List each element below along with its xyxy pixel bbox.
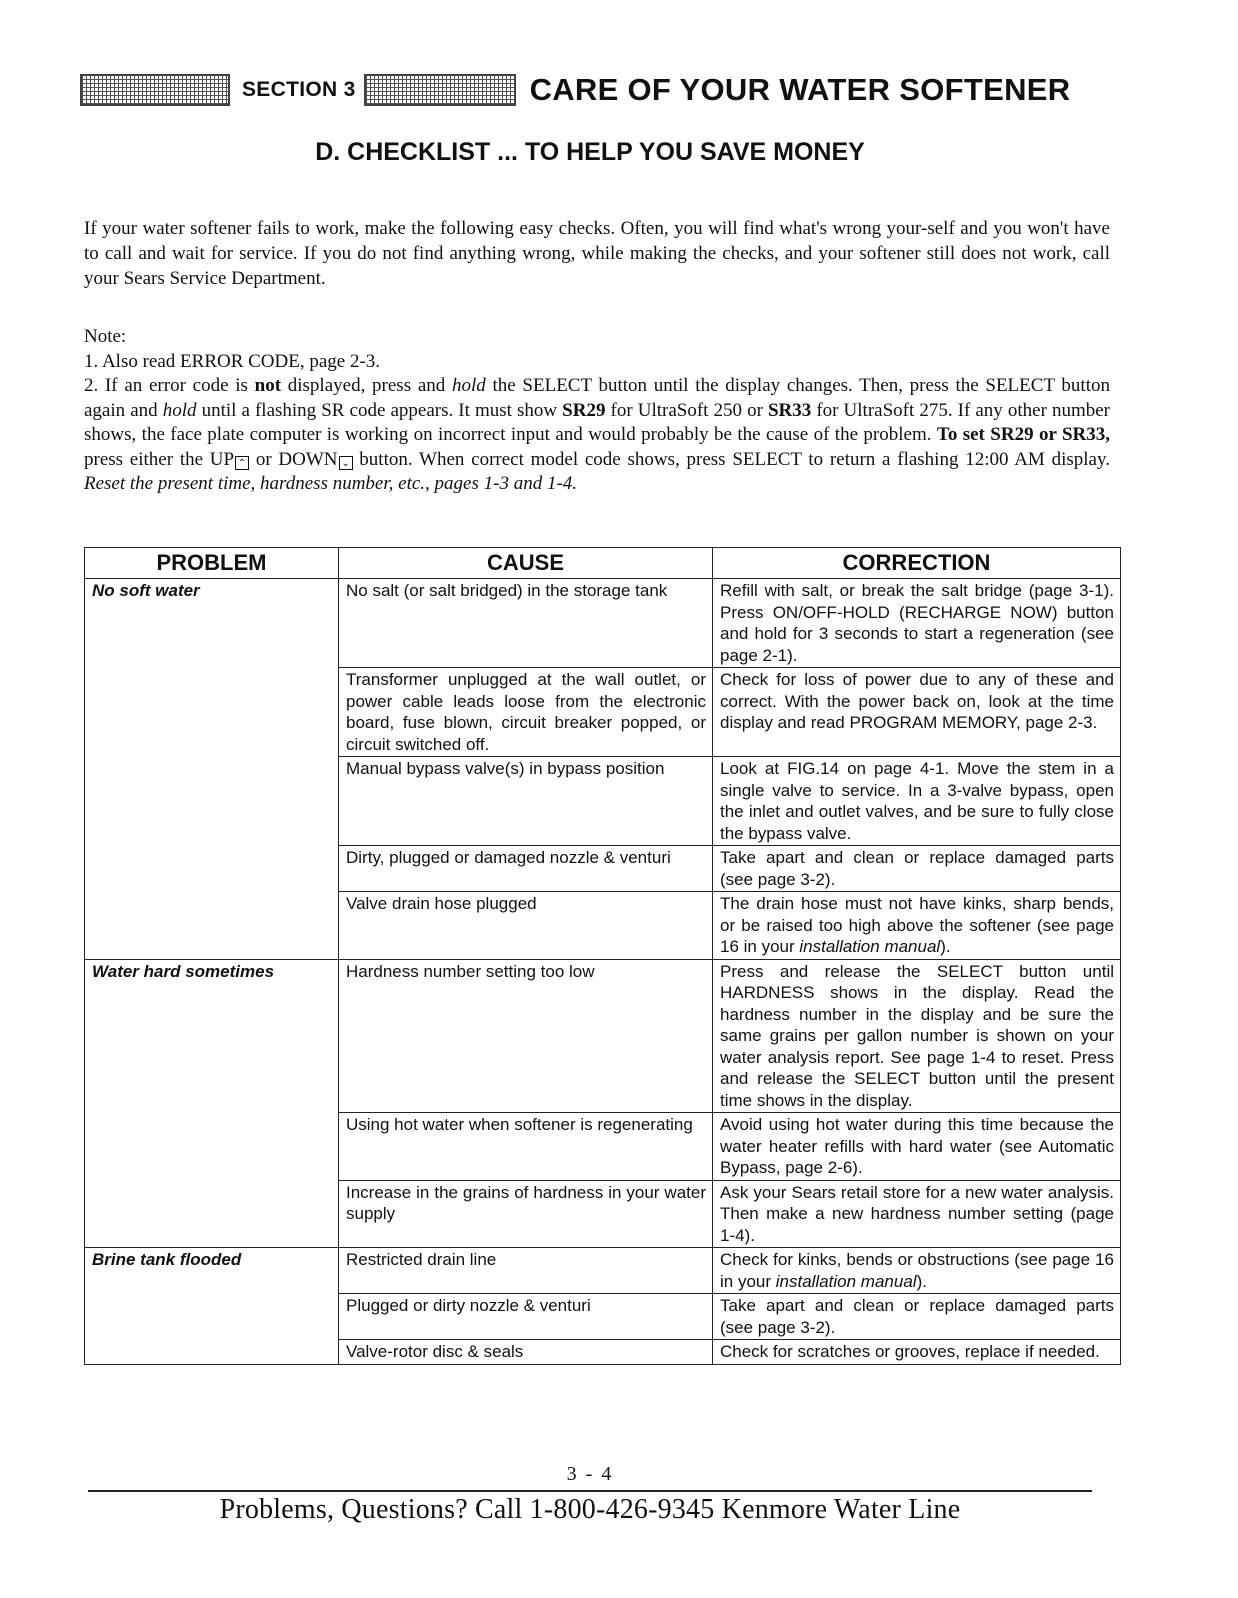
problem-cell: Brine tank flooded — [85, 1248, 339, 1294]
cause-cell: Transformer unplugged at the wall outlet, or power cable leads loose from the electronic board, fuse blown, circuit breaker popped, or circuit switched off. — [339, 668, 713, 757]
problem-cell-empty — [85, 757, 339, 846]
note-item-2 — [84, 374, 1110, 497]
cause-cell: Dirty, plugged or damaged nozzle & venturi — [339, 846, 713, 892]
correction-text: ). — [940, 937, 951, 956]
correction-manual-ref: installation manual — [799, 937, 941, 956]
problem-cell-empty — [85, 1294, 339, 1340]
note-emphasis: hold — [451, 375, 486, 396]
model-code-sr33: SR33 — [767, 399, 812, 421]
cause-cell: Plugged or dirty nozzle & venturi — [339, 1294, 713, 1340]
section-header — [80, 68, 1120, 112]
correction-text: Check for kinks, bends or obstructions (see page 16 in your — [720, 1250, 1114, 1291]
note-emphasis: not — [254, 375, 282, 396]
problem-cell-empty — [85, 1113, 339, 1181]
problem-cell-empty — [85, 846, 339, 892]
table-row — [85, 1248, 1121, 1294]
correction-cell: Take apart and clean or replace damaged parts (see page 3-2). — [713, 1294, 1121, 1340]
cause-cell: Manual bypass valve(s) in bypass position — [339, 757, 713, 846]
cause-cell: Valve-rotor disc & seals — [339, 1340, 713, 1365]
header-cause: CAUSE — [339, 548, 713, 579]
correction-cell: Ask your Sears retail store for a new water analysis. Then make a new hardness number setting (page 1-4). — [713, 1180, 1121, 1248]
troubleshooting-table-wrap — [84, 547, 1120, 1365]
footer-text: Problems, Questions? Call 1-800-426-9345 Kenmore Water Line — [219, 1494, 961, 1525]
table-row — [85, 892, 1121, 960]
note-text: press either the UP — [84, 448, 235, 470]
note-text: for UltraSoft 275. If any other number shows, the face plate computer is working on incorrect input and would probably be the cause of the problem. — [84, 399, 1111, 445]
table-row — [85, 1294, 1121, 1340]
page-number: 3 - 4 — [566, 1463, 614, 1485]
decorative-pattern-block — [364, 74, 516, 106]
problem-cell-empty — [85, 1180, 339, 1248]
problem-cell: No soft water — [85, 579, 339, 668]
note-text: until a flashing SR code appears. It must show — [196, 399, 563, 421]
correction-cell: Refill with salt, or break the salt bridge (page 3-1). Press ON/OFF-HOLD (RECHARGE NOW) button and hold for 3 seconds to start a regeneration (see page 2-1). — [713, 579, 1121, 668]
note-text: 2. If an error code is — [84, 375, 255, 396]
table-row — [85, 1113, 1121, 1181]
intro-paragraph: If your water softener fails to work, make the following easy checks. Often, you will find what's wrong your-self and you won't have to call and wait for service. If you do not find anything wrong, while making the checks, and your softener still does not work, call your Sears Service Department. — [84, 218, 1110, 289]
correction-cell: Check for loss of power due to any of these and correct. With the power back on, look at the time display and read PROGRAM MEMORY, page 2-3. — [713, 668, 1121, 757]
footer-divider — [88, 1490, 1092, 1492]
note-text: for UltraSoft 250 or — [605, 399, 768, 421]
table-row — [85, 1340, 1121, 1365]
note-text: button. When correct model code shows, press SELECT to return a flashing 12:00 AM display. — [352, 448, 1110, 470]
up-arrow-icon: ⌃ — [235, 456, 249, 470]
problem-cell-empty — [85, 892, 339, 960]
correction-cell: Check for scratches or grooves, replace if needed. — [713, 1340, 1121, 1365]
note-text: or DOWN — [249, 448, 338, 470]
table-row — [85, 668, 1121, 757]
page-subtitle: D. CHECKLIST ... TO HELP YOU SAVE MONEY — [315, 138, 865, 166]
correction-cell: Avoid using hot water during this time because the water heater refills with hard water (see Automatic Bypass, page 2-6). — [713, 1113, 1121, 1181]
note-text: displayed, press and — [281, 375, 452, 396]
note-reset-reference: Reset the present time, hardness number, etc., pages 1-3 and 1-4. — [84, 473, 578, 494]
correction-cell: Take apart and clean or replace damaged parts (see page 3-2). — [713, 846, 1121, 892]
table-row — [85, 579, 1121, 668]
note-text: the SELECT button until the display changes. Then, press the SELECT button again and — [84, 375, 1110, 421]
correction-text: ). — [916, 1271, 927, 1291]
correction-manual-ref: installation manual — [775, 1271, 917, 1291]
table-row — [85, 757, 1121, 846]
problem-cell-empty — [85, 1340, 339, 1365]
model-code-sr29: SR29 — [562, 399, 606, 421]
note-emphasis: To set SR29 or SR33, — [936, 424, 1110, 445]
cause-cell: Increase in the grains of hardness in your water supply — [339, 1180, 713, 1248]
notes-heading: Note: — [84, 326, 127, 347]
table-row — [85, 1180, 1121, 1248]
correction-text: The drain hose must not have kinks, sharp bends, or be raised too high above the softener (see page 16 in your — [720, 894, 1114, 956]
table-header-row — [85, 548, 1121, 579]
cause-cell: No salt (or salt bridged) in the storage tank — [339, 579, 713, 668]
correction-cell — [713, 892, 1121, 960]
decorative-pattern-block — [80, 74, 230, 106]
section-title: CARE OF YOUR WATER SOFTENER — [529, 72, 1071, 107]
cause-cell: Restricted drain line — [339, 1248, 713, 1294]
correction-cell: Press and release the SELECT button until HARDNESS shows in the display. Read the hardness number in the display and be sure the same grains per gallon number is shown on your water analysis report. See page 1-4 to reset. Press and release the SELECT button until the present time shows in the display. — [713, 959, 1121, 1113]
note-emphasis: hold — [162, 399, 197, 421]
problem-cell: Water hard sometimes — [85, 959, 339, 1113]
correction-cell — [713, 1248, 1121, 1294]
cause-cell: Using hot water when softener is regenerating — [339, 1113, 713, 1181]
cause-cell: Hardness number setting too low — [339, 959, 713, 1113]
header-correction: CORRECTION — [713, 548, 1121, 579]
section-label: SECTION 3 — [242, 78, 356, 101]
table-row — [85, 846, 1121, 892]
correction-cell: Look at FIG.14 on page 4-1. Move the stem in a single valve to service. In a 3-valve bypass, open the inlet and outlet valves, and be sure to fully close the bypass valve. — [713, 757, 1121, 846]
table-row — [85, 959, 1121, 1113]
cause-cell: Valve drain hose plugged — [339, 892, 713, 960]
troubleshooting-table — [84, 547, 1121, 1365]
down-arrow-icon: ⌄ — [339, 456, 353, 470]
note-item-1: 1. Also read ERROR CODE, page 2-3. — [84, 350, 381, 372]
header-problem: PROBLEM — [85, 548, 339, 579]
notes-block — [84, 325, 1110, 497]
problem-cell-empty — [85, 668, 339, 757]
